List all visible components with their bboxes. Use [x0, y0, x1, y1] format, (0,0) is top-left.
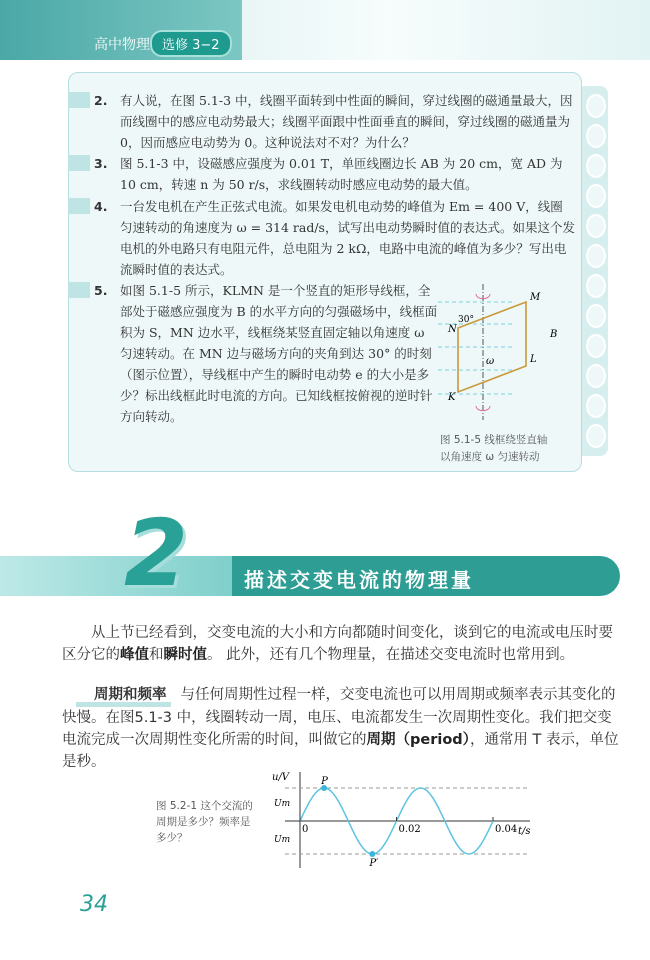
amplitude-label-top: Um [274, 799, 291, 809]
binder-ring [586, 364, 606, 388]
page-header [0, 0, 650, 60]
exercise-2 [94, 90, 575, 153]
amplitude-label-bottom: Um [274, 835, 291, 845]
y-axis-label: u/V [272, 772, 290, 783]
binder-ring [586, 244, 606, 268]
point-label: P′ [369, 858, 379, 869]
figure-caption-5-2-1: 图 5.2-1 这个交流的周期是多少？频率是多少？ [156, 800, 253, 844]
caption-line: 图 5.1-5 线框绕竖直轴 [440, 434, 548, 446]
exercise-number: 3. [94, 156, 108, 171]
binder-ring [586, 184, 606, 208]
label-k: K [448, 392, 456, 403]
period-paragraph: 周期和频率 与任何周期性过程一样，交变电流也可以用周期或频率表示其变化的快慢。在图5.1-3 中，线圈转动一周，电压、电流都发生一次周期性变化。我们把交变电流完成一次周期性变化所需的时间，叫做它的周期（period），通常用 T 表示，单位是秒。 [62, 687, 619, 770]
label-m: M [530, 292, 541, 303]
exercise-text: 如图 5.1-5 所示，KLMN 是一个竖直的矩形导线框，全部处于磁感应强度为 B 的水平方向的匀强磁场中，线框面积为 S，MN 边水平，线框绕某竖直固定轴以角速度 ω 匀速转动。在 MN 边与磁场方向的夹角到达 30° 的时刻（图示位置），导线框中产生的瞬时电动势 e 的大小是多少？标出线框此时电流的方向。已知线框按俯视的逆时针方向转动。 [120, 283, 438, 424]
binder-ring [586, 274, 606, 298]
intro-paragraph: 从上节已经看到，交变电流的大小和方向都随时间变化，谈到它的电流或电压时要区分它的峰值和瞬时值。 此外，还有几个物理量，在描述交变电流时也常用到。 [62, 625, 613, 663]
binder-ring [586, 154, 606, 178]
binder-ring [586, 394, 606, 418]
label-omega: ω [486, 356, 495, 367]
term-period: 周期 [366, 732, 396, 748]
binder-ring [586, 424, 606, 448]
page-number: 34 [80, 892, 108, 917]
section-title: 描述交变电流的物理量 [244, 568, 474, 592]
exercise-5 [94, 280, 440, 427]
exercise-number: 4. [94, 199, 108, 214]
x-tick-label: 0.04 [495, 824, 518, 835]
volume-badge: 选修 3−2 [150, 30, 232, 57]
exercise-text: 图 5.1-3 中，设磁感应强度为 0.01 T，单匝线圈边长 AB 为 20 cm，宽 AD 为 10 cm，转速 n 为 50 r/s，求线圈转动时感应电动势的最大值。 [120, 156, 563, 192]
binder-ring [586, 94, 606, 118]
binder-ring [586, 124, 606, 148]
label-angle: 30° [458, 315, 474, 325]
exercise-number: 2. [94, 93, 108, 108]
exercise-3 [94, 153, 575, 195]
section-number: 2 [124, 500, 189, 607]
x-axis-label: t/s [518, 826, 531, 837]
label-l: L [530, 354, 537, 365]
term-period-en: （period） [395, 732, 470, 748]
figure-caption-5-1-5 [440, 432, 547, 466]
term-peak: 峰值 [120, 647, 149, 663]
x-tick-label: 0.02 [398, 824, 421, 835]
exercise-number: 5. [94, 283, 108, 298]
label-n: N [448, 324, 457, 335]
x-tick-label: 0 [302, 824, 309, 835]
sine-chart [260, 770, 540, 870]
binder-ring [586, 334, 606, 358]
label-b: B [550, 329, 558, 340]
point-marker [369, 851, 375, 857]
caption-line: 以角速度 ω 匀速转动 [440, 451, 540, 463]
point-label: P [321, 776, 328, 787]
figure-wire-frame [438, 282, 578, 422]
section-banner-light [0, 556, 232, 596]
binder-ring [586, 214, 606, 238]
book-title: 高中物理 [94, 37, 150, 53]
exercise-text: 一台发电机在产生正弦式电流。如果发电机电动势的峰值为 Em = 400 V，线圈匀速转动的角速度为 ω = 314 rad/s，试写出电动势瞬时值的表达式。如果这个发电机的外电路只有电阻元件，总电阻为 2 kΩ，电路中电流的峰值为多少？写出电流瞬时值的表达式。 [120, 199, 575, 277]
exercise-4 [94, 196, 575, 280]
binder-ring [586, 304, 606, 328]
exercise-text: 有人说，在图 5.1-3 中，线圈平面转到中性面的瞬间，穿过线圈的磁通量最大，因而线圈中的感应电动势最大；线圈平面跟中性面垂直的瞬间，穿过线圈的磁通量为 0，因而感应电动势为 0。这种说法对不对？为什么？ [120, 93, 573, 150]
term-instantaneous: 瞬时值 [163, 647, 207, 663]
keyword-period-frequency: 周期和频率 [76, 688, 171, 707]
